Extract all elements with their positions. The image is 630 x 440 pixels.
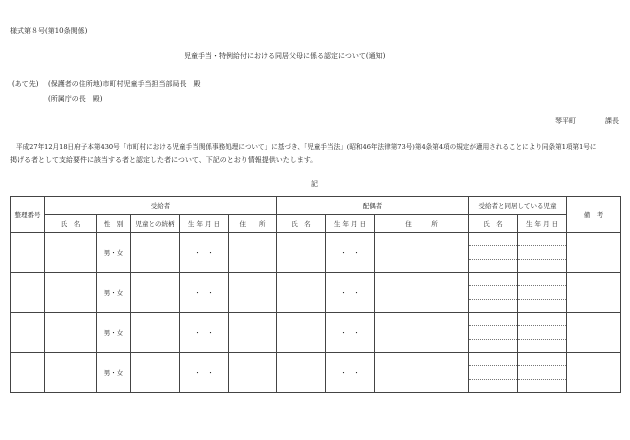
sender-name: 琴平町 [555,117,576,125]
c-birth-cell[interactable] [518,273,567,313]
header-biko: 備 考 [567,197,621,233]
r-sex-cell[interactable]: 男・女 [97,313,131,353]
table-row [11,353,621,393]
header-children: 受給者と同居している児童 [469,197,567,215]
s-birth-cell[interactable]: ・ ・ [326,273,375,313]
body-line2: 掲げる者として支給要件に該当する者と認定した者について、下記のとおり情報提供いたします。 [10,156,318,164]
header-c-name: 氏 名 [469,215,518,233]
r-name-cell[interactable] [45,313,97,353]
s-name-cell[interactable] [277,313,326,353]
r-sex-cell[interactable]: 男・女 [97,233,131,273]
r-relation-cell[interactable] [131,353,180,393]
header-spouse: 配偶者 [277,197,469,215]
r-name-cell[interactable] [45,273,97,313]
table-row [11,273,621,313]
addressee-label: (あて先) [12,80,39,88]
c-name-cell[interactable] [469,273,518,313]
c-name-cell[interactable] [469,233,518,273]
c-birth-cell[interactable] [518,353,567,393]
r-sex-cell[interactable]: 男・女 [97,273,131,313]
c-name-cell[interactable] [469,313,518,353]
header-r-birth: 生 年 月 日 [180,215,229,233]
c-name-cell[interactable] [469,353,518,393]
seiri-cell[interactable] [11,353,45,393]
header-recipient: 受給者 [45,197,277,215]
s-address-cell[interactable] [375,313,469,353]
r-birth-cell[interactable]: ・ ・ [180,233,229,273]
header-r-name: 氏 名 [45,215,97,233]
document-title: 児童手当・特例給付における同居父母に係る認定について(通知) [184,52,386,60]
addressee-line1: (保護者の住所地)市町村児童手当担当部局長 殿 [48,80,201,88]
r-name-cell[interactable] [45,353,97,393]
r-relation-cell[interactable] [131,273,180,313]
header-seiri: 整理番号 [11,197,45,233]
s-birth-cell[interactable]: ・ ・ [326,233,375,273]
recipient-table [10,196,621,393]
r-address-cell[interactable] [229,313,277,353]
table-row [11,233,621,273]
header-s-name: 氏 名 [277,215,326,233]
r-birth-cell[interactable]: ・ ・ [180,273,229,313]
seiri-cell[interactable] [11,313,45,353]
header-c-birth: 生 年 月 日 [518,215,567,233]
table-row [11,313,621,353]
c-birth-cell[interactable] [518,233,567,273]
r-sex-cell[interactable]: 男・女 [97,353,131,393]
s-address-cell[interactable] [375,273,469,313]
s-name-cell[interactable] [277,273,326,313]
seiri-cell[interactable] [11,233,45,273]
r-address-cell[interactable] [229,273,277,313]
header-s-birth: 生 年 月 日 [326,215,375,233]
r-name-cell[interactable] [45,233,97,273]
c-birth-cell[interactable] [518,313,567,353]
ki-heading: 記 [311,180,318,188]
s-address-cell[interactable] [375,353,469,393]
r-address-cell[interactable] [229,233,277,273]
r-relation-cell[interactable] [131,233,180,273]
body-line1: 平成27年12月18日府子本第430号「市町村における児童手当関係事務処理について」に基づき、「児童手当法」(昭和46年法律第73号)第4条第4項の規定が適用されることにより同条第1項第1号に [16,143,597,151]
s-birth-cell[interactable]: ・ ・ [326,353,375,393]
r-birth-cell[interactable]: ・ ・ [180,313,229,353]
r-address-cell[interactable] [229,353,277,393]
biko-cell[interactable] [567,233,621,273]
biko-cell[interactable] [567,273,621,313]
addressee-line2: (所属庁の長 殿) [48,95,103,103]
biko-cell[interactable] [567,353,621,393]
header-r-address: 住 所 [229,215,277,233]
header-r-relation: 児童との続柄 [131,215,180,233]
header-r-sex: 性 別 [97,215,131,233]
r-relation-cell[interactable] [131,313,180,353]
form-number: 様式第８号(第10条関係) [10,27,88,35]
sender-title: 課長 [605,117,619,125]
r-birth-cell[interactable]: ・ ・ [180,353,229,393]
seiri-cell[interactable] [11,273,45,313]
s-name-cell[interactable] [277,233,326,273]
header-s-address: 住 所 [375,215,469,233]
s-address-cell[interactable] [375,233,469,273]
s-birth-cell[interactable]: ・ ・ [326,313,375,353]
biko-cell[interactable] [567,313,621,353]
s-name-cell[interactable] [277,353,326,393]
